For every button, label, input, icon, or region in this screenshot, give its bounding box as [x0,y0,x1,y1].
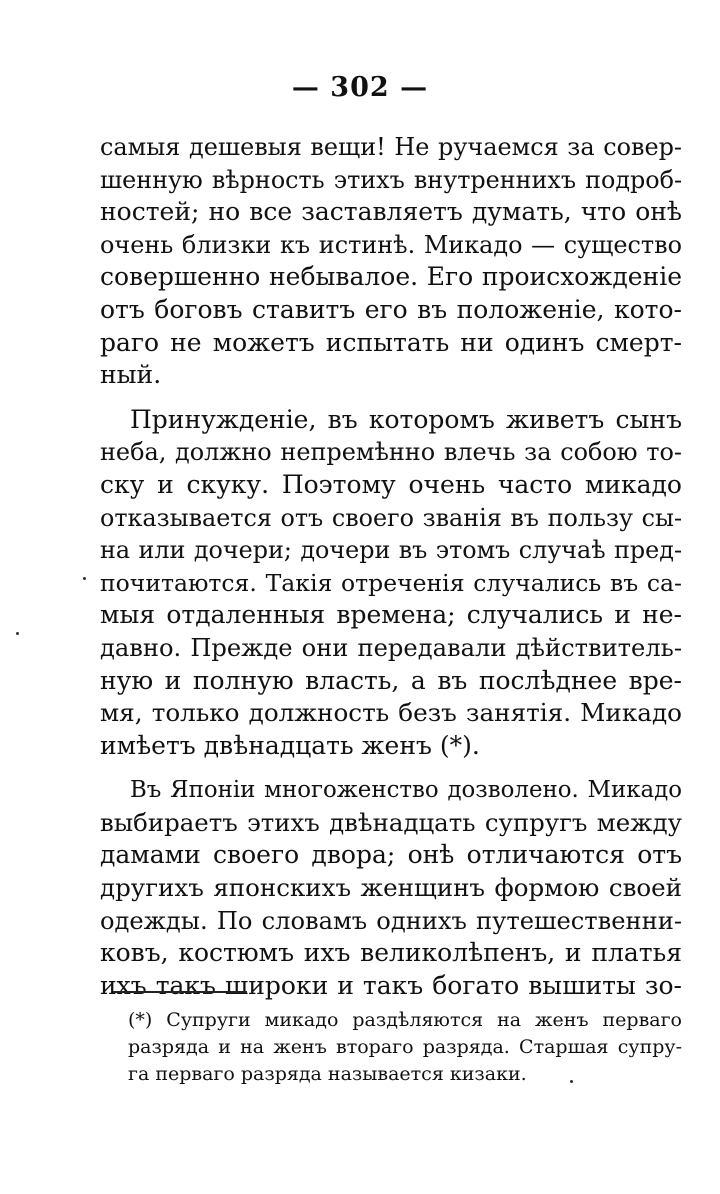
footnote-line: разряда и на женъ втораго разряда. Старшая супру- [128,1036,682,1058]
footnote-line: га перваго разряда называется кизаки. [128,1063,527,1085]
text-line: отъ боговъ ставитъ его въ положеніе, кото- [100,294,682,324]
text-line: почитаются. Такія отреченія случались въ са- [100,568,682,597]
text-line: дамами своего двора; онѣ отличаются отъ [100,840,682,870]
footnote-divider [113,991,247,993]
text-line: ную и полную власть, а въ послѣднее вре- [100,665,682,695]
text-line: ковъ, костюмъ ихъ великолѣпенъ, и платья [100,938,682,968]
text-line: ный. [100,360,162,390]
text-line: давно. Прежде они передавали дѣйствитель- [100,633,682,662]
text-line: выбираетъ этихъ двѣнадцать супругъ между [100,807,682,837]
print-speck [570,1080,573,1083]
footnote [128,1007,682,1088]
paragraph-3 [100,774,682,1002]
main-text [100,131,682,1002]
text-line: ностей; но все заставляетъ думать, что онѣ [100,197,682,227]
text-line: другихъ японскихъ женщинъ формою своей [100,873,682,903]
print-speck [16,632,19,635]
text-line: на или дочери; дочери въ этомъ случаѣ пред- [100,536,682,565]
text-line: Принужденіе, въ которомъ живетъ сынъ [130,404,682,434]
text-line: самыя дешевыя вещи! Не ручаемся за совер- [100,133,682,161]
text-line: мя, только должность безъ занятія. Микадо [100,698,682,728]
text-line: одежды. По словамъ однихъ путешественни- [100,906,682,935]
text-line: мыя отдаленныя времена; случались и не- [100,600,682,630]
text-line: очень близки къ истинѣ. Микадо — существо [100,230,682,259]
text-line: отказывается отъ своего званія въ пользу сы- [100,503,682,532]
text-line: ихъ такъ широки и такъ богато вышиты зо- [100,970,682,1000]
text-line: имѣетъ двѣнадцать женъ (*). [100,730,480,760]
text-line: шенную вѣрность этихъ внутреннихъ подроб- [100,165,682,194]
text-line: раго не можетъ испытать ни одинъ смерт- [100,327,682,357]
footnote-line: (*) Супруги микадо раздѣляются на женъ перваго [128,1009,682,1031]
print-speck [83,577,86,580]
text-line: ску и скуку. Поэтому очень часто микадо [100,469,682,499]
text-line: неба, должно непремѣнно влечь за собою то- [100,438,682,467]
paragraph-2 [100,404,682,763]
paragraph-1 [100,131,682,392]
page-number: — 302 — [291,72,429,103]
text-line: Въ Японіи многоженство дозволено. Микадо [130,777,682,804]
text-line: совершенно небывалое. Его происхожденіе [100,262,682,292]
